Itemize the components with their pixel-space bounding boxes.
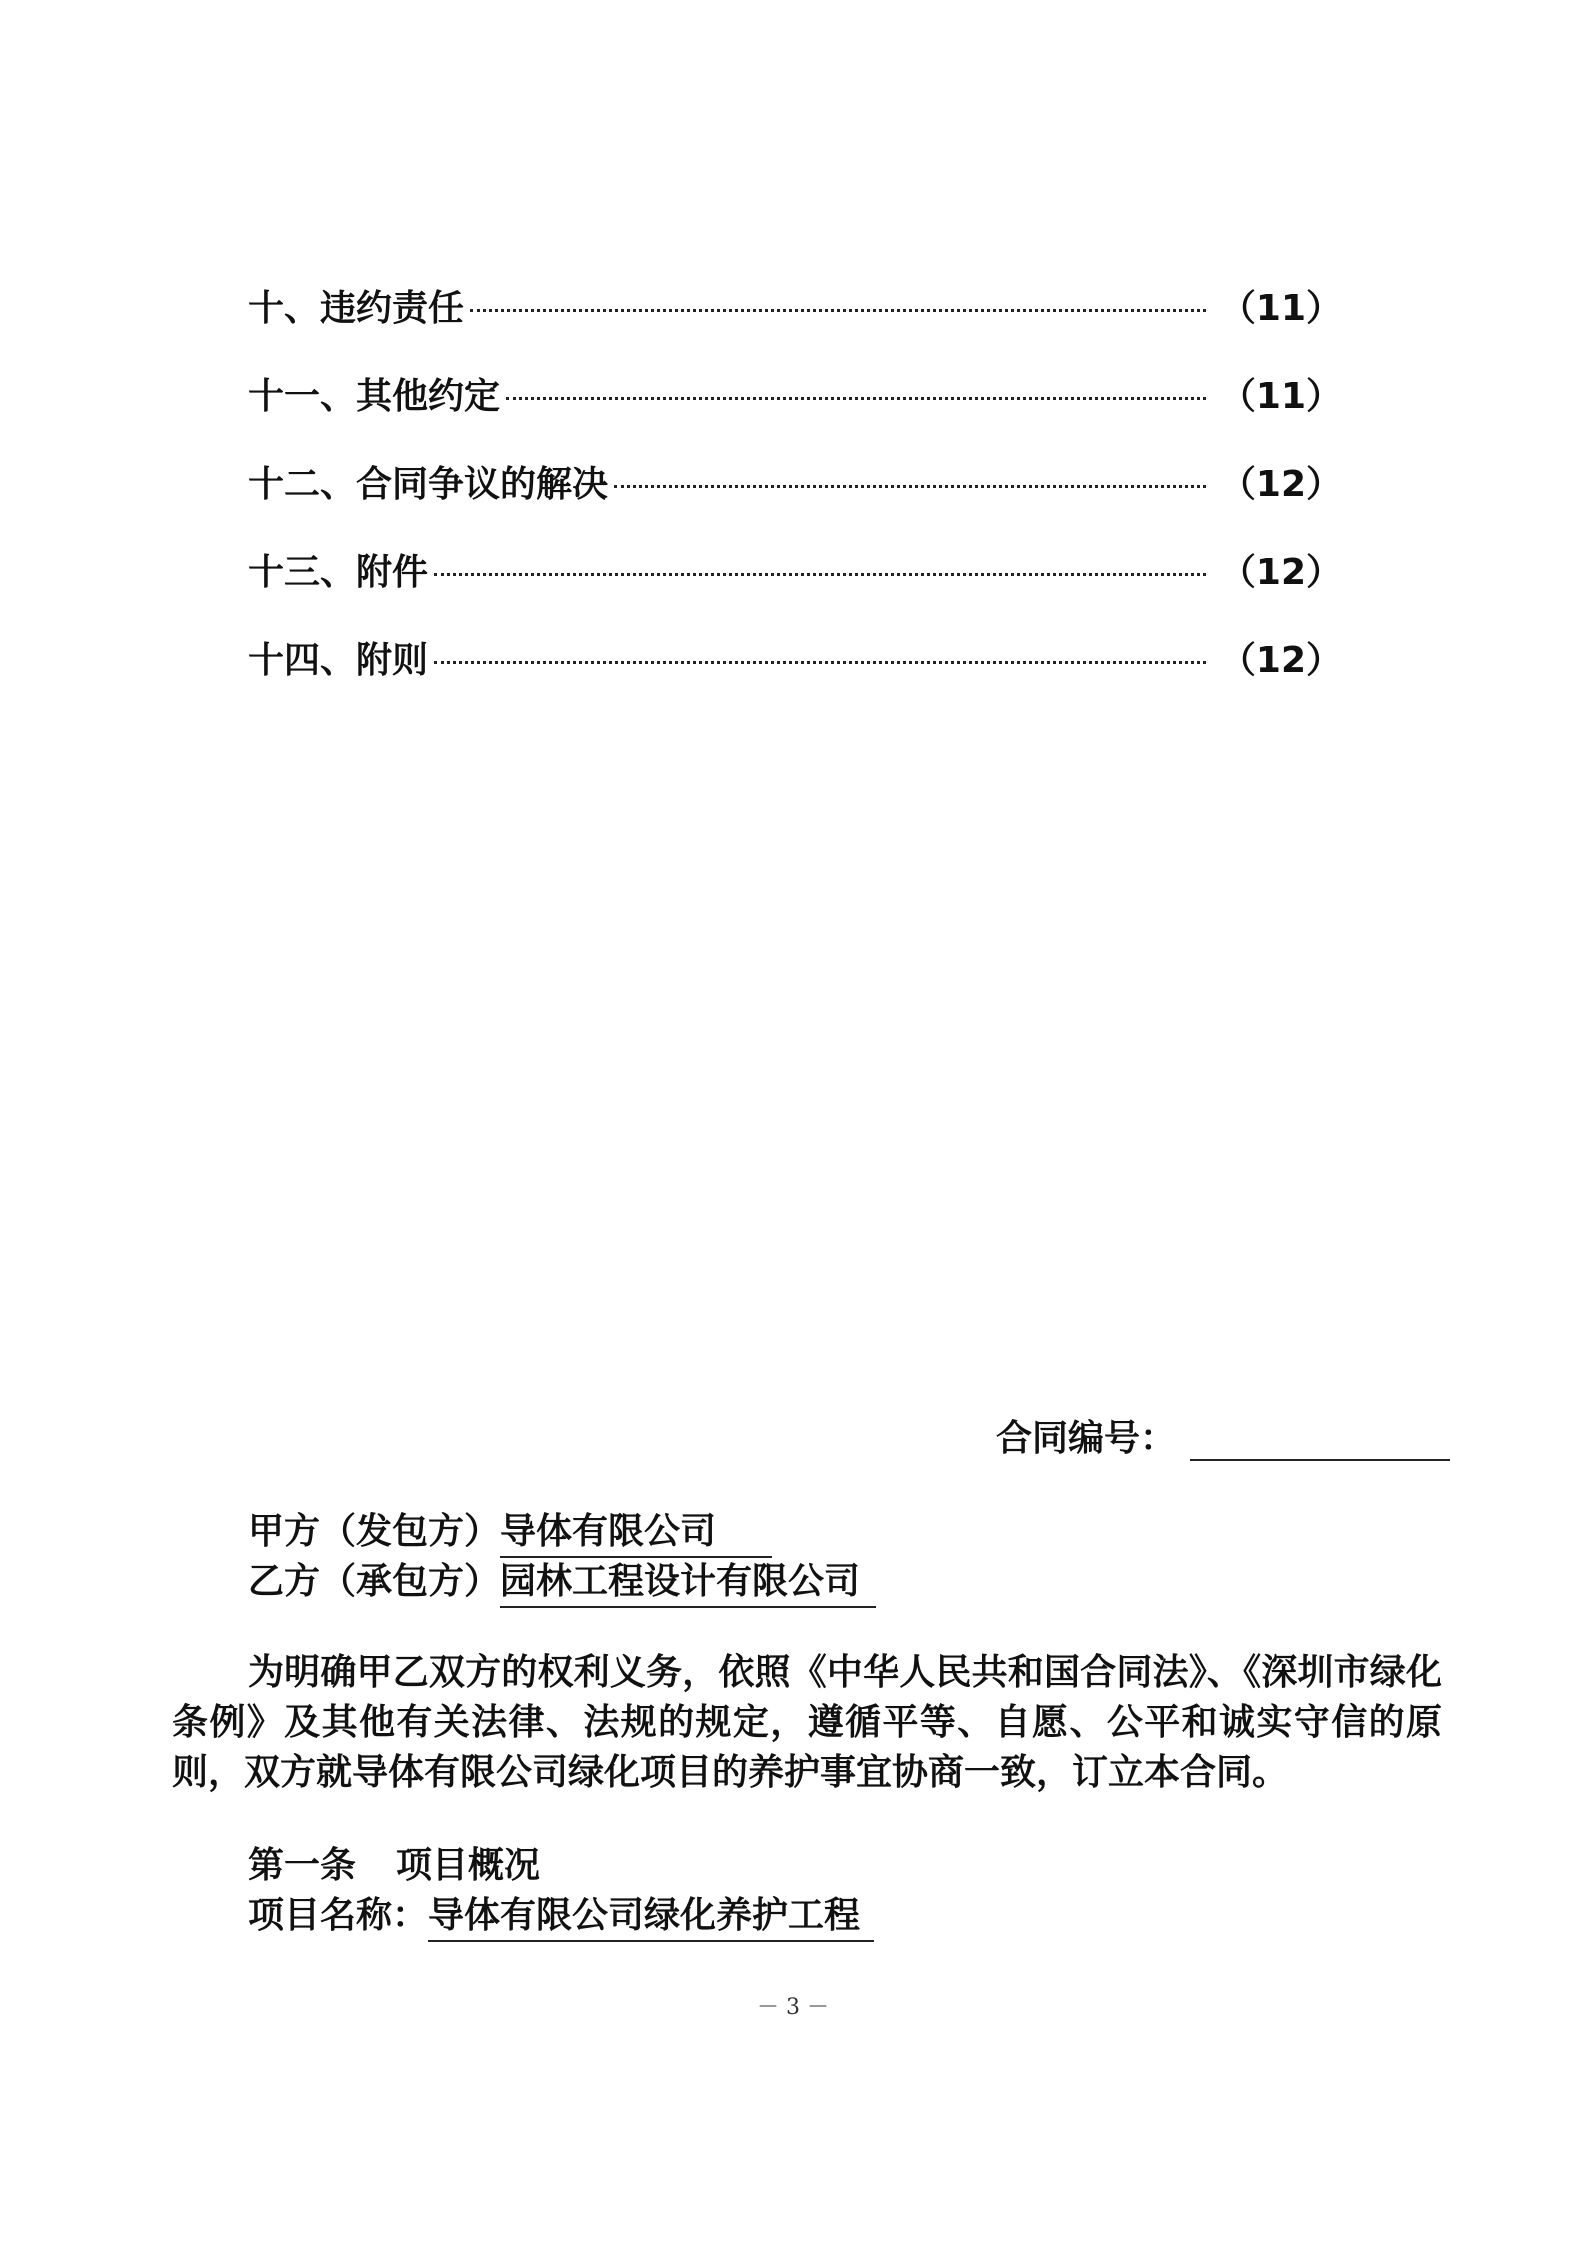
toc-entry-page: （12） [1219,552,1342,593]
toc-entry-title: 十一、其他约定 [248,376,501,417]
contract-number-label: 合同编号： [996,1418,1177,1459]
article-heading [248,1842,540,1890]
toc-entry-page: （11） [1219,288,1342,329]
page-number: － 3 － [757,1995,829,2020]
toc-leader-dots [434,633,1206,664]
toc-entry[interactable] [248,278,1342,366]
article-number: 第一条 [248,1845,357,1886]
toc-entry[interactable] [248,630,1342,718]
project-name-label: 项目名称： [248,1895,429,1936]
project-name [248,1892,874,1942]
toc-leader-dots [470,281,1206,312]
project-name-value: 导体有限公司绿化养护工程 [428,1892,874,1942]
party-a-name: 导体有限公司 [500,1508,772,1558]
toc-entry-title: 十三、附件 [248,552,429,593]
toc-leader-dots [434,545,1206,576]
toc-leader-dots [506,369,1206,400]
party-b [248,1558,876,1608]
table-of-contents [248,278,1342,718]
preamble-paragraph: 为明确甲乙双方的权利义务，依照《中华人民共和国合同法》、《深圳市绿化条例》及其他有关法律、法规的规定，遵循平等、自愿、公平和诚实守信的原则，双方就导体有限公司绿化项目的养护事宜协商一致，订立本合同。 [172,1652,1442,1793]
toc-entry-page: （11） [1219,376,1342,417]
toc-entry[interactable] [248,542,1342,630]
party-a [248,1508,772,1558]
contract-number [996,1410,1450,1461]
toc-entry-title: 十二、合同争议的解决 [248,464,609,505]
party-b-name: 园林工程设计有限公司 [500,1558,876,1608]
contract-number-blank[interactable] [1190,1413,1450,1461]
toc-entry[interactable] [248,454,1342,542]
toc-entry-title: 十四、附则 [248,640,429,681]
article-title: 项目概况 [396,1845,541,1886]
toc-entry-page: （12） [1219,464,1342,505]
party-a-label: 甲方（发包方） [248,1511,501,1552]
toc-entry[interactable] [248,366,1342,454]
party-b-label: 乙方（承包方） [248,1561,501,1602]
toc-entry-title: 十、违约责任 [248,288,465,329]
toc-entry-page: （12） [1219,640,1342,681]
toc-leader-dots [614,457,1206,488]
